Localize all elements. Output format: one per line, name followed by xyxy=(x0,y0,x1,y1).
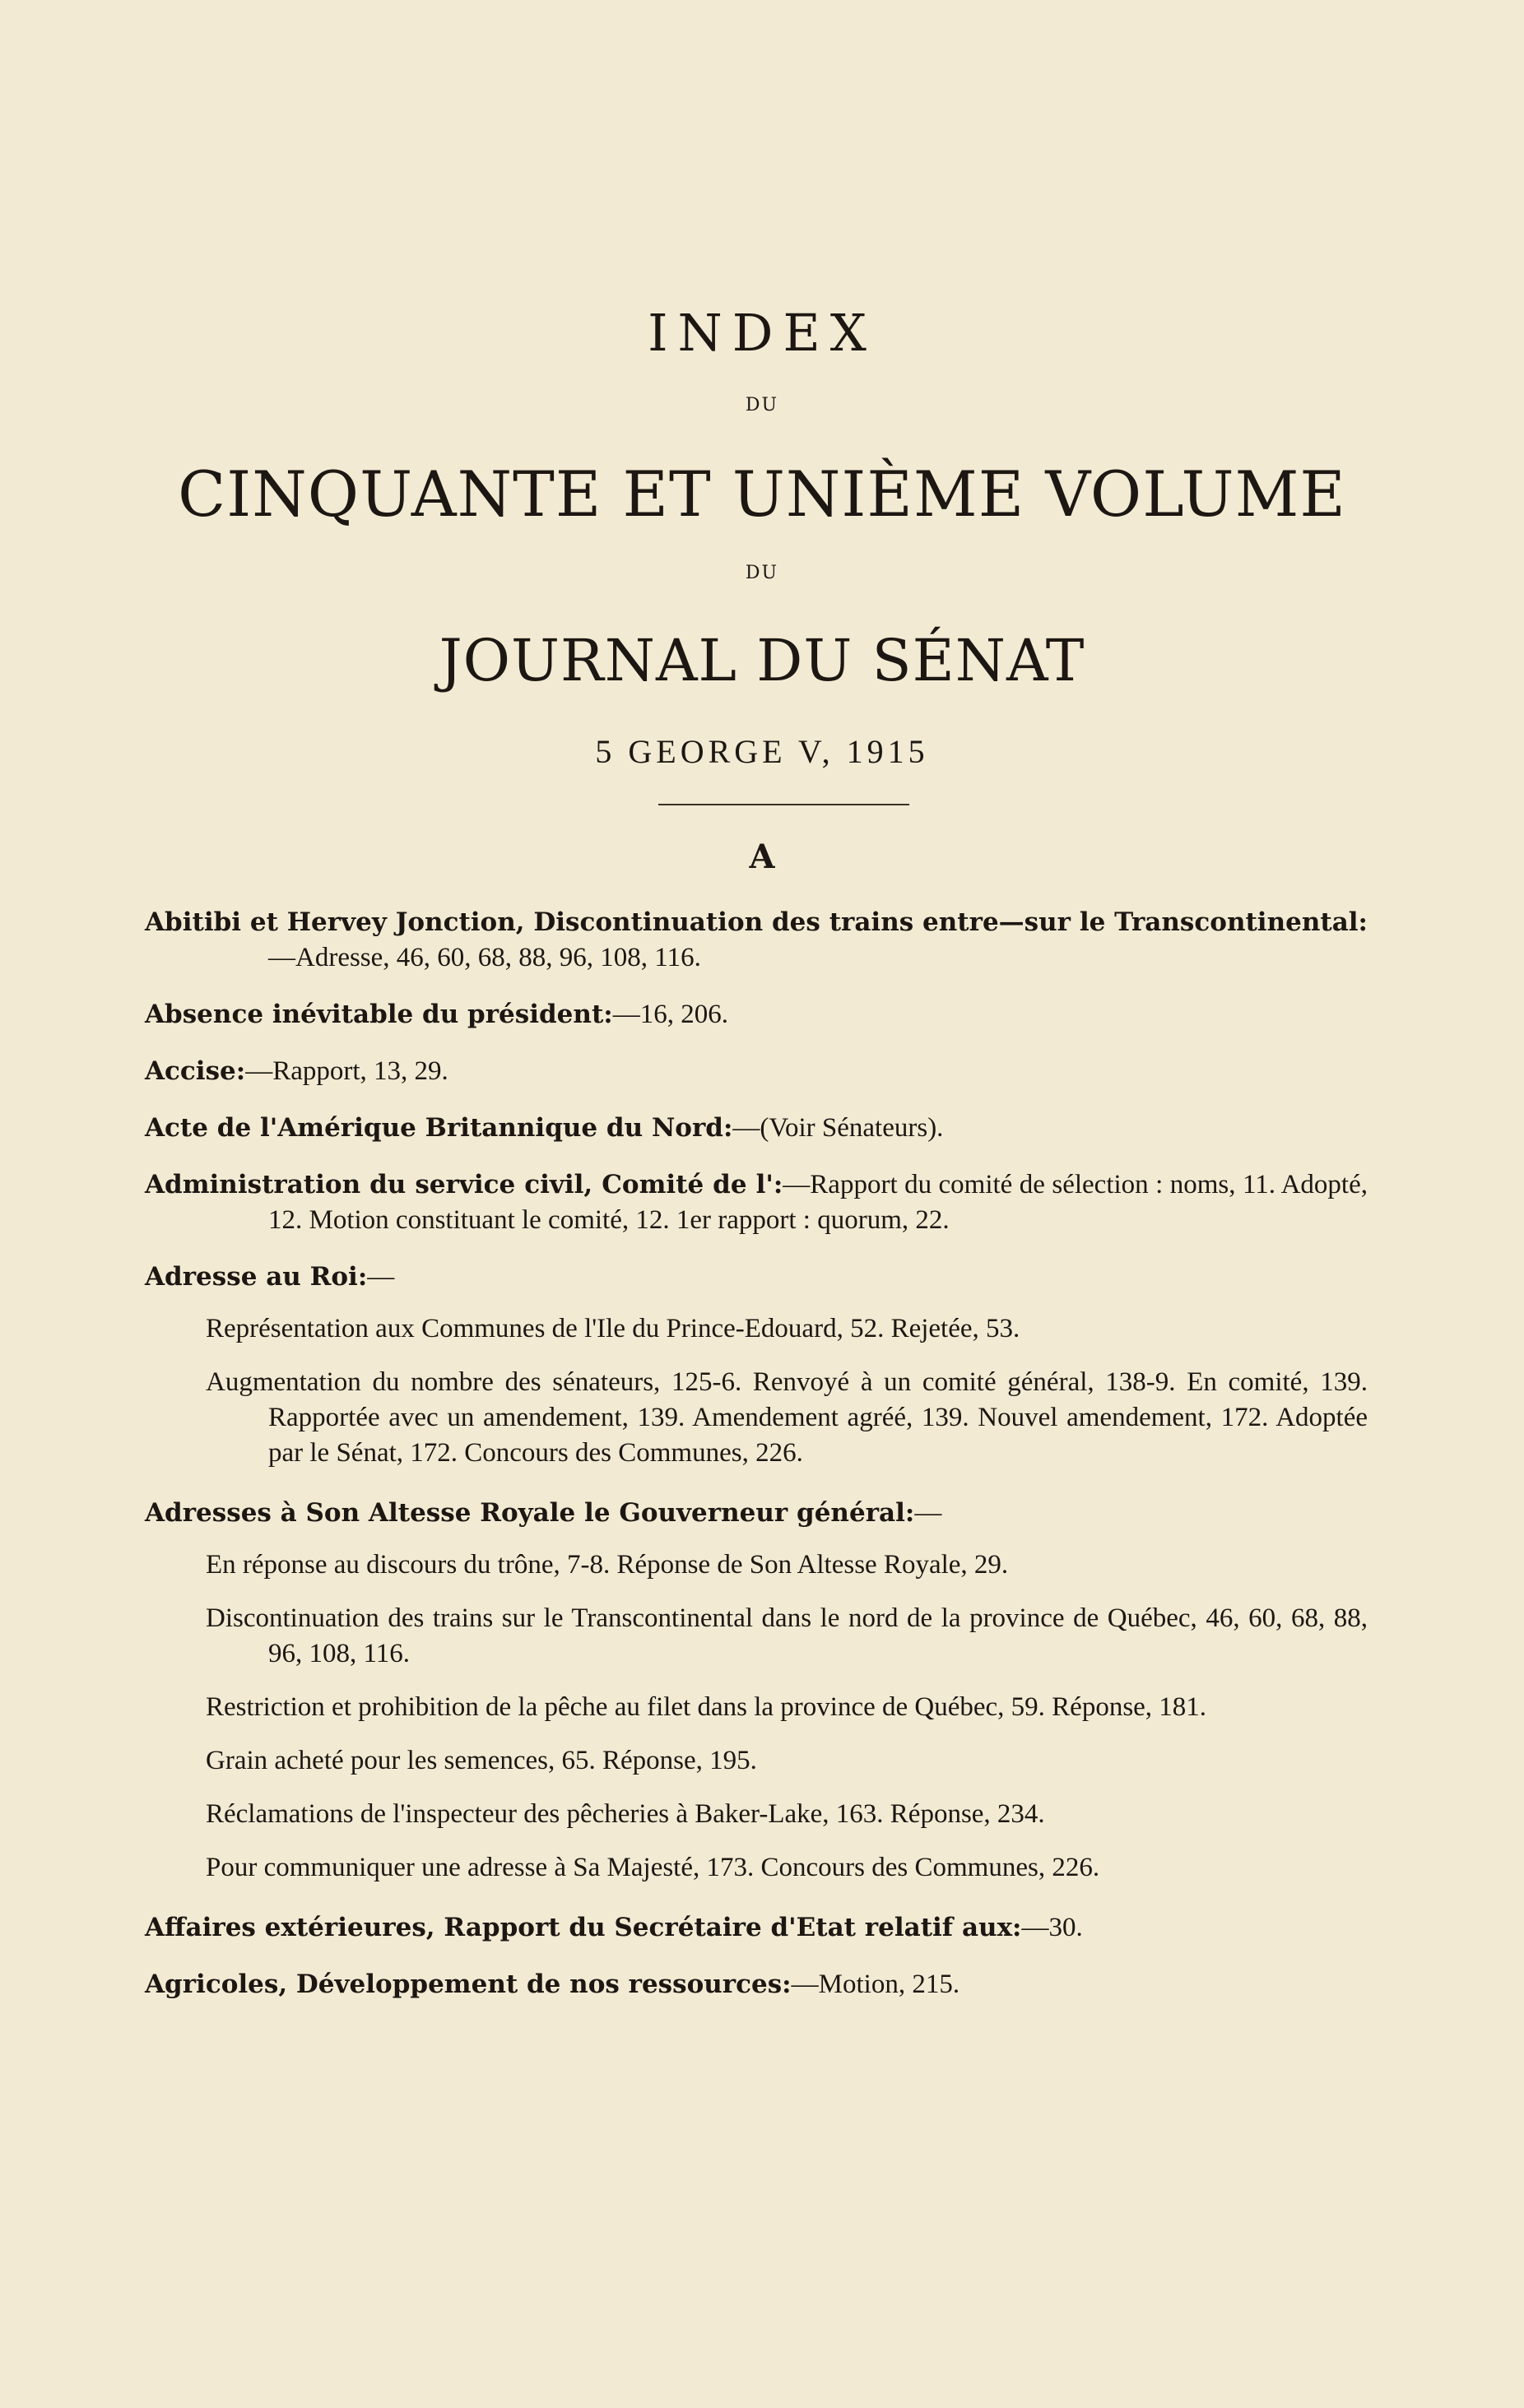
volume-title: CINQUANTE ET UNIÈME VOLUME xyxy=(178,457,1346,531)
entry-heading: Agricoles, Développement de nos ressources: xyxy=(145,1970,792,1999)
subentry: Discontinuation des trains sur le Transcontinental dans le nord de la province de Québec, 46, 60, 68, 88, 96, 108, 116. xyxy=(206,1603,1368,1668)
subentry: Augmentation du nombre des sénateurs, 125-6. Renvoyé à un comité général, 138-9. En comité, 139. Rapportée avec un amendement, 139. Amendement agréé, 139. Nouvel amendement, 172. Adoptée par le Sénat, 172. Concours des Communes, 226. xyxy=(206,1367,1368,1468)
entry-text: —16, 206. xyxy=(612,1000,728,1029)
index-entry-acte xyxy=(145,1111,1368,1146)
journal-title: JOURNAL DU SÉNAT xyxy=(439,627,1085,694)
index-entry-abitibi xyxy=(145,905,1368,976)
entry-heading: Adresse au Roi: xyxy=(145,1262,368,1292)
index-entry-adresse-roi xyxy=(145,1260,1368,1295)
entry-text: —Motion, 215. xyxy=(791,1970,960,1999)
entry-text: —Rapport du comité de sélection : noms, 11. Adopté, 12. Motion constituant le comité, 12. 1er rapport : quorum, 22. xyxy=(268,1170,1368,1235)
index-entry-absence xyxy=(145,997,1368,1032)
entry-text: — xyxy=(914,1498,942,1528)
reign-line: 5 GEORGE V, 1915 xyxy=(595,733,929,770)
index-title: INDEX xyxy=(648,303,876,363)
entry-heading: Accise: xyxy=(145,1056,246,1086)
entry-text: —Rapport, 13, 29. xyxy=(245,1056,448,1086)
section-letter: A xyxy=(749,837,775,876)
entry-text: —(Voir Sénateurs). xyxy=(732,1113,944,1143)
index-entries xyxy=(145,905,1368,2024)
entry-text: —Adresse, 46, 60, 68, 88, 96, 108, 116. xyxy=(268,943,701,972)
index-entry-accise xyxy=(145,1054,1368,1089)
index-entry-administration xyxy=(145,1167,1368,1238)
entry-heading: Abitibi et Hervey Jonction, Discontinuation des trains entre—sur le Transcontinental: xyxy=(145,907,1368,937)
subentry: Réclamations de l'inspecteur des pêcheries à Baker-Lake, 163. Réponse, 234. xyxy=(206,1799,1045,1829)
index-entry-affaires xyxy=(145,1910,1368,1946)
subentry: Représentation aux Communes de l'Ile du Prince-Edouard, 52. Rejetée, 53. xyxy=(206,1314,1020,1343)
subentry: Pour communiquer une adresse à Sa Majesté, 173. Concours des Communes, 226. xyxy=(206,1853,1100,1882)
subentry: En réponse au discours du trône, 7-8. Réponse de Son Altesse Royale, 29. xyxy=(206,1550,1009,1580)
index-entry-agricoles xyxy=(145,1967,1368,2002)
subentry: Restriction et prohibition de la pêche au filet dans la province de Québec, 59. Réponse, 181. xyxy=(206,1692,1207,1722)
du-label-1: DU xyxy=(745,395,779,415)
du-label-2: DU xyxy=(745,563,779,583)
entry-heading: Adresses à Son Altesse Royale le Gouverneur général: xyxy=(145,1498,915,1528)
subentry: Grain acheté pour les semences, 65. Réponse, 195. xyxy=(206,1746,757,1775)
entry-heading: Absence inévitable du président: xyxy=(145,1000,613,1029)
entry-heading: Affaires extérieures, Rapport du Secrétaire d'Etat relatif aux: xyxy=(145,1913,1022,1942)
entry-heading: Acte de l'Amérique Britannique du Nord: xyxy=(145,1113,733,1143)
entry-text: — xyxy=(367,1262,395,1292)
adresse-roi-subentries xyxy=(145,1311,1368,1471)
title-divider xyxy=(658,804,909,805)
entry-text: —30. xyxy=(1021,1913,1083,1942)
adresses-gg-subentries xyxy=(145,1547,1368,1886)
entry-heading: Administration du service civil, Comité de l': xyxy=(145,1170,783,1199)
index-entry-adresses-gg xyxy=(145,1496,1368,1531)
